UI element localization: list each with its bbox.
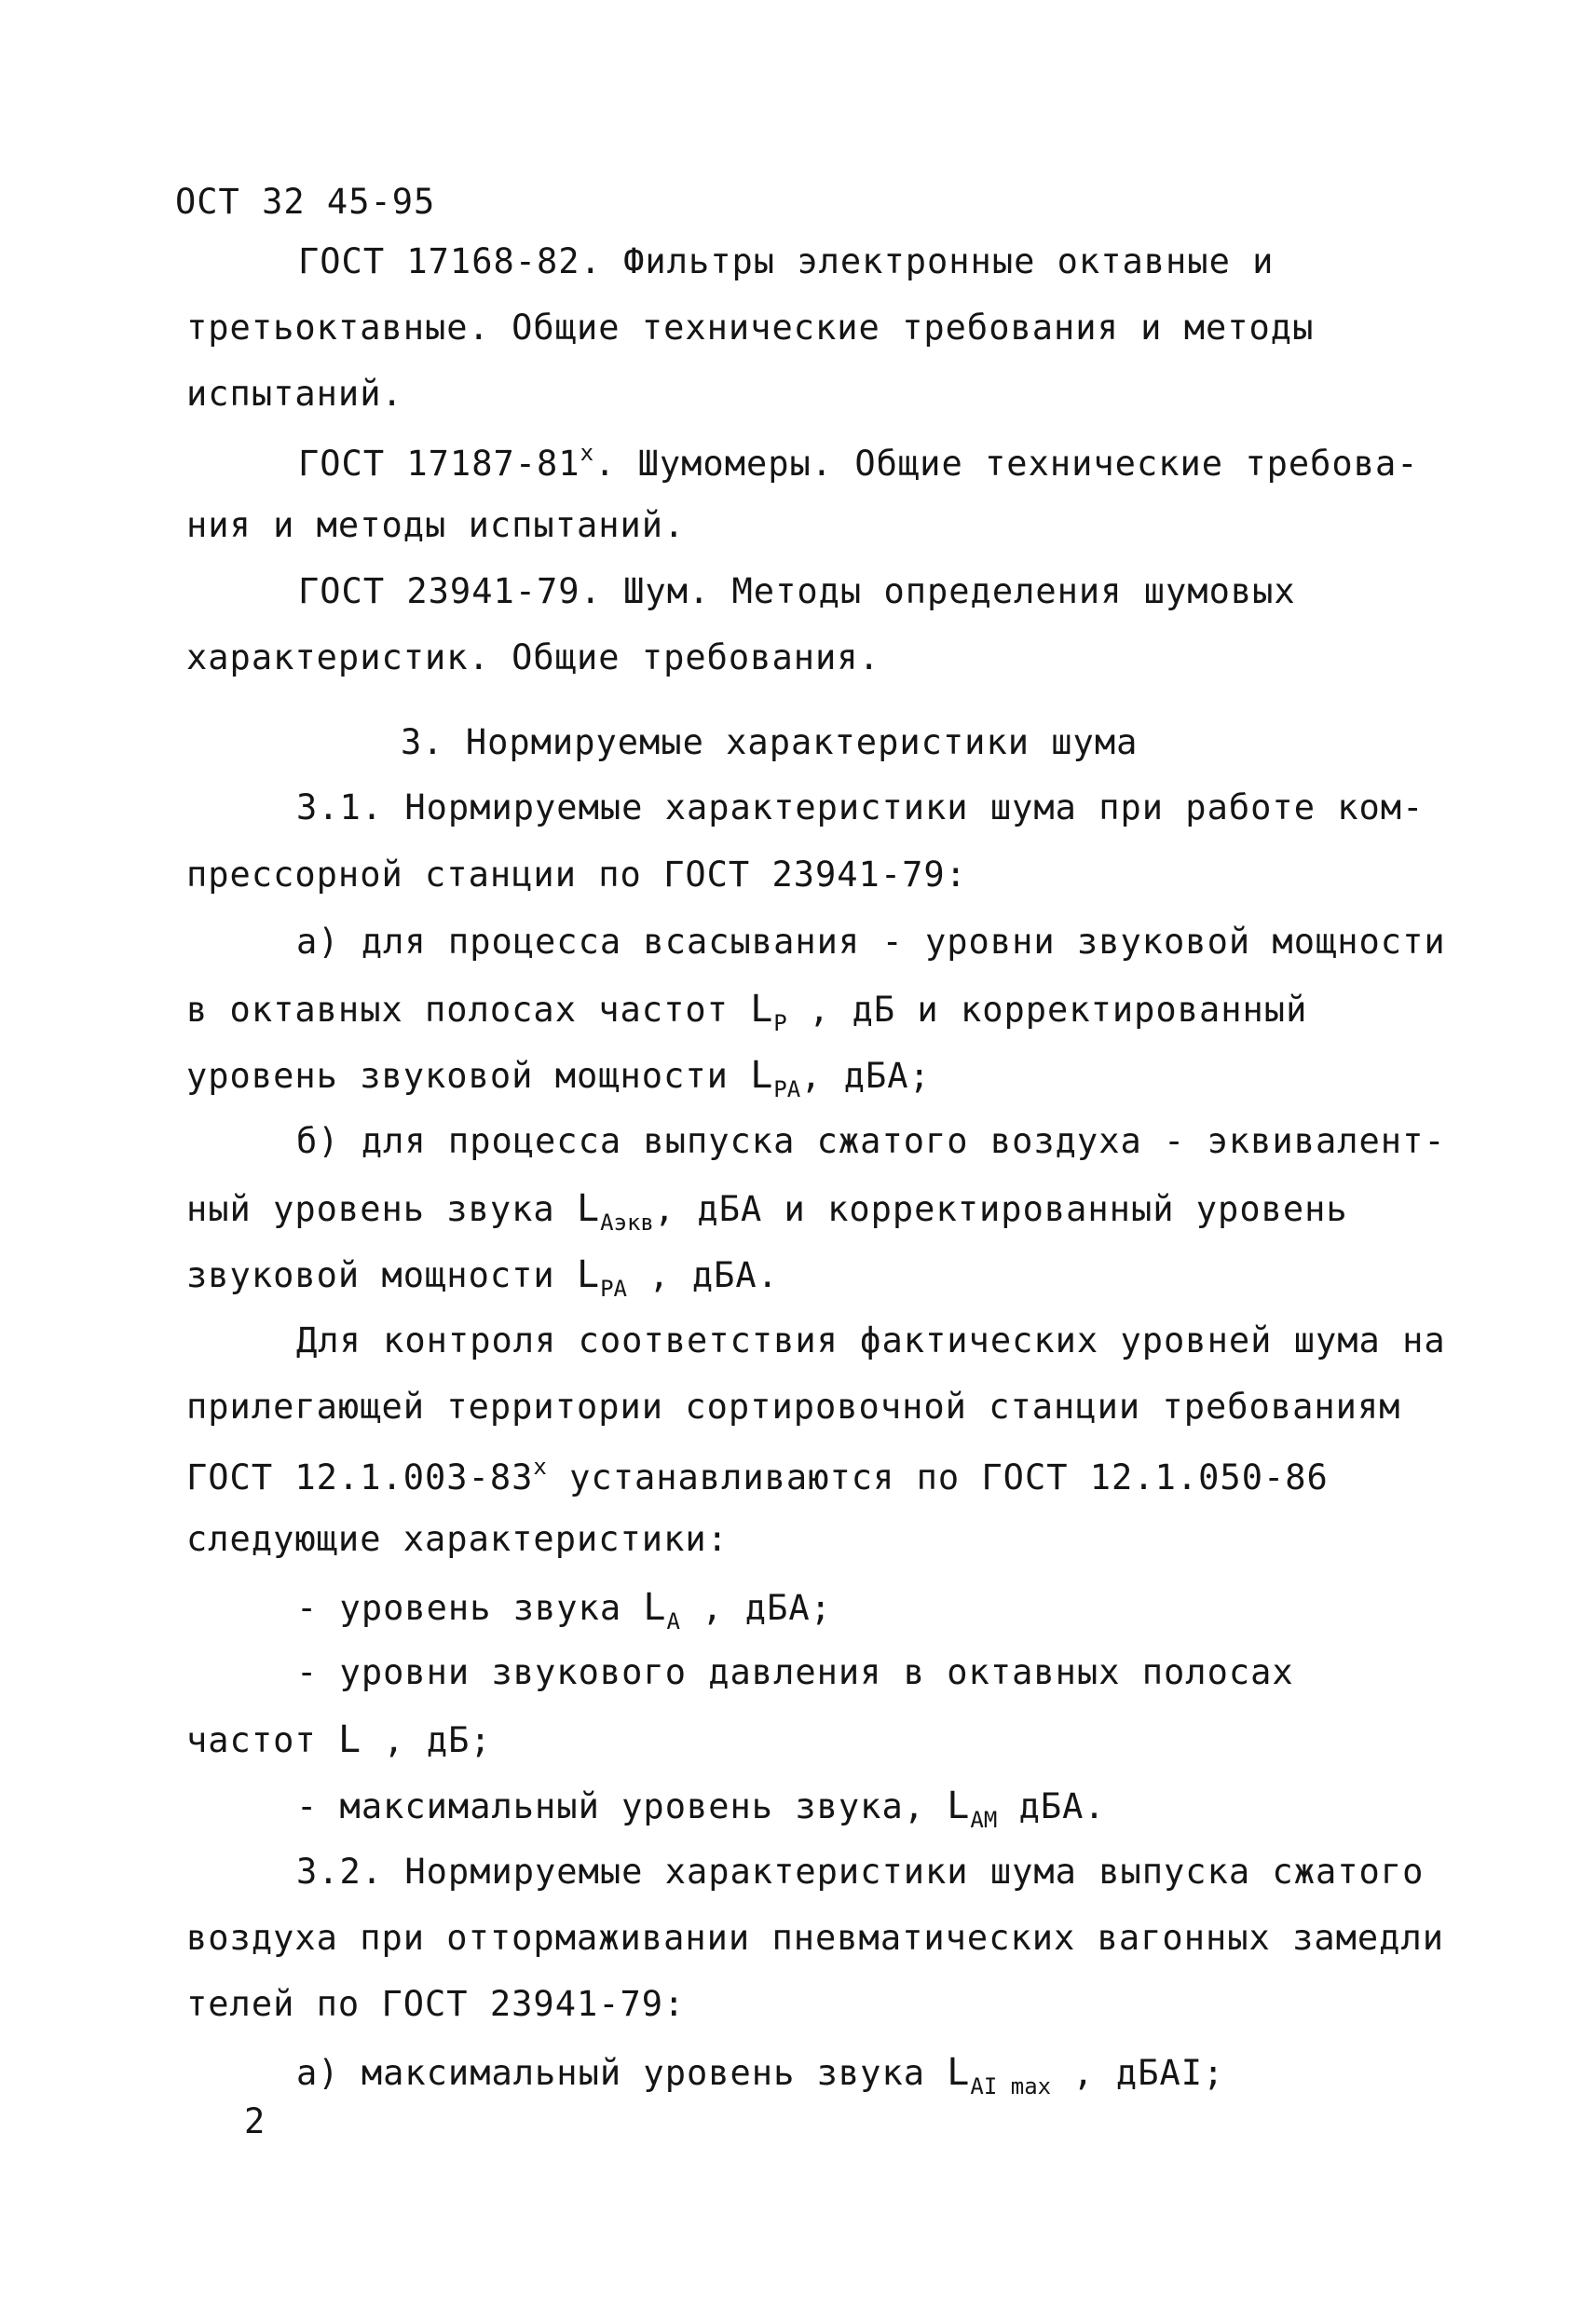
superscript-mark: х xyxy=(580,440,595,466)
superscript-mark: х xyxy=(533,1454,548,1480)
symbol-lp: $L_P$ xyxy=(750,988,787,1036)
list-item-sound-level: - уровень звука $L_A$ , дБА; xyxy=(296,1586,832,1634)
para-3-2-line3: телей по ГОСТ 23941-79: xyxy=(186,1984,686,2024)
document-code: ОСТ 32 45-95 xyxy=(175,182,436,222)
ref-gost-17187-line2: ния и методы испытаний. xyxy=(186,505,686,545)
list-item-pressure-line1: - уровни звукового давления в октавных полосах xyxy=(296,1652,1294,1692)
item-a-line3: уровень звуковой мощности $L_{PA}$, дБА; xyxy=(186,1054,931,1102)
list-item-max-level: - максимальный уровень звука, $L_{AM}$ дБА. xyxy=(296,1785,1106,1833)
page-number: 2 xyxy=(244,2101,266,2141)
ref-gost-17187-line1: ГОСТ $17187-81^х$. Шумомеры. Общие технические требова- xyxy=(298,440,1419,484)
para-3-1-line2: прессорной станции по ГОСТ 23941-79: xyxy=(186,855,967,895)
item-e-line1: а) максимальный уровень звука $L_{AI max}$ , дБАI; xyxy=(296,2051,1225,2099)
para-3-2-line1: 3.2. Нормируемые характеристики шума выпуска сжатого xyxy=(296,1852,1425,1892)
control-para-line2: прилегающей территории сортировочной станции требованиям xyxy=(186,1387,1401,1427)
para-3-2-line2: воздуха при оттормаживании пневматических вагонных замедли xyxy=(186,1918,1445,1958)
list-item-pressure-line2: частот L , дБ; xyxy=(186,1718,492,1761)
item-a-line2: в октавных полосах частот $L_P$ , дБ и корректированный xyxy=(186,988,1308,1036)
item-b-line1: б) для процесса выпуска сжатого воздуха - эквивалент- xyxy=(296,1121,1446,1161)
section-heading: 3. Нормируемые характеристики шума xyxy=(401,722,1139,762)
item-b-line2: ный уровень звука $L_{Aэкв}$, дБА и корректированный уровень xyxy=(186,1187,1348,1236)
ref-gost-23941-line1: ГОСТ 23941-79. Шум. Методы определения шумовых xyxy=(298,571,1296,611)
symbol-lam: $L_{AM}$ xyxy=(947,1785,998,1833)
ref-gost-23941-line2: характеристик. Общие требования. xyxy=(186,637,880,677)
symbol-la: $L_A$ xyxy=(643,1586,680,1634)
control-para-line3: ГОСТ $12.1.003-83^х$ устанавливаются по ГОСТ 12.1.050-86 xyxy=(186,1454,1329,1497)
symbol-l: L xyxy=(337,1718,362,1761)
ref-gost-17168-line2: третьоктавные. Общие технические требования и методы xyxy=(186,308,1315,348)
symbol-laekv: $L_{Aэкв}$ xyxy=(576,1187,654,1236)
control-para-line1: Для контроля соответствия фактических уровней шума на xyxy=(296,1320,1446,1361)
control-para-line4: следующие характеристики: xyxy=(186,1519,729,1559)
para-3-1-line1: 3.1. Нормируемые характеристики шума при работе ком- xyxy=(296,787,1425,827)
symbol-lpa: $L_{PA}$ xyxy=(576,1253,627,1302)
symbol-laimax: $L_{AI max}$ xyxy=(947,2051,1052,2099)
ref-gost-17168-line1: ГОСТ 17168-82. Фильтры электронные октавные и xyxy=(298,241,1275,281)
item-b-line3: звуковой мощности $L_{PA}$ , дБА. xyxy=(186,1253,779,1302)
symbol-lpa: $L_{PA}$ xyxy=(750,1054,801,1102)
ref-gost-17168-line3: испытаний. xyxy=(186,374,403,414)
item-a-line1: а) для процесса всасывания - уровни звуковой мощности xyxy=(296,922,1446,962)
